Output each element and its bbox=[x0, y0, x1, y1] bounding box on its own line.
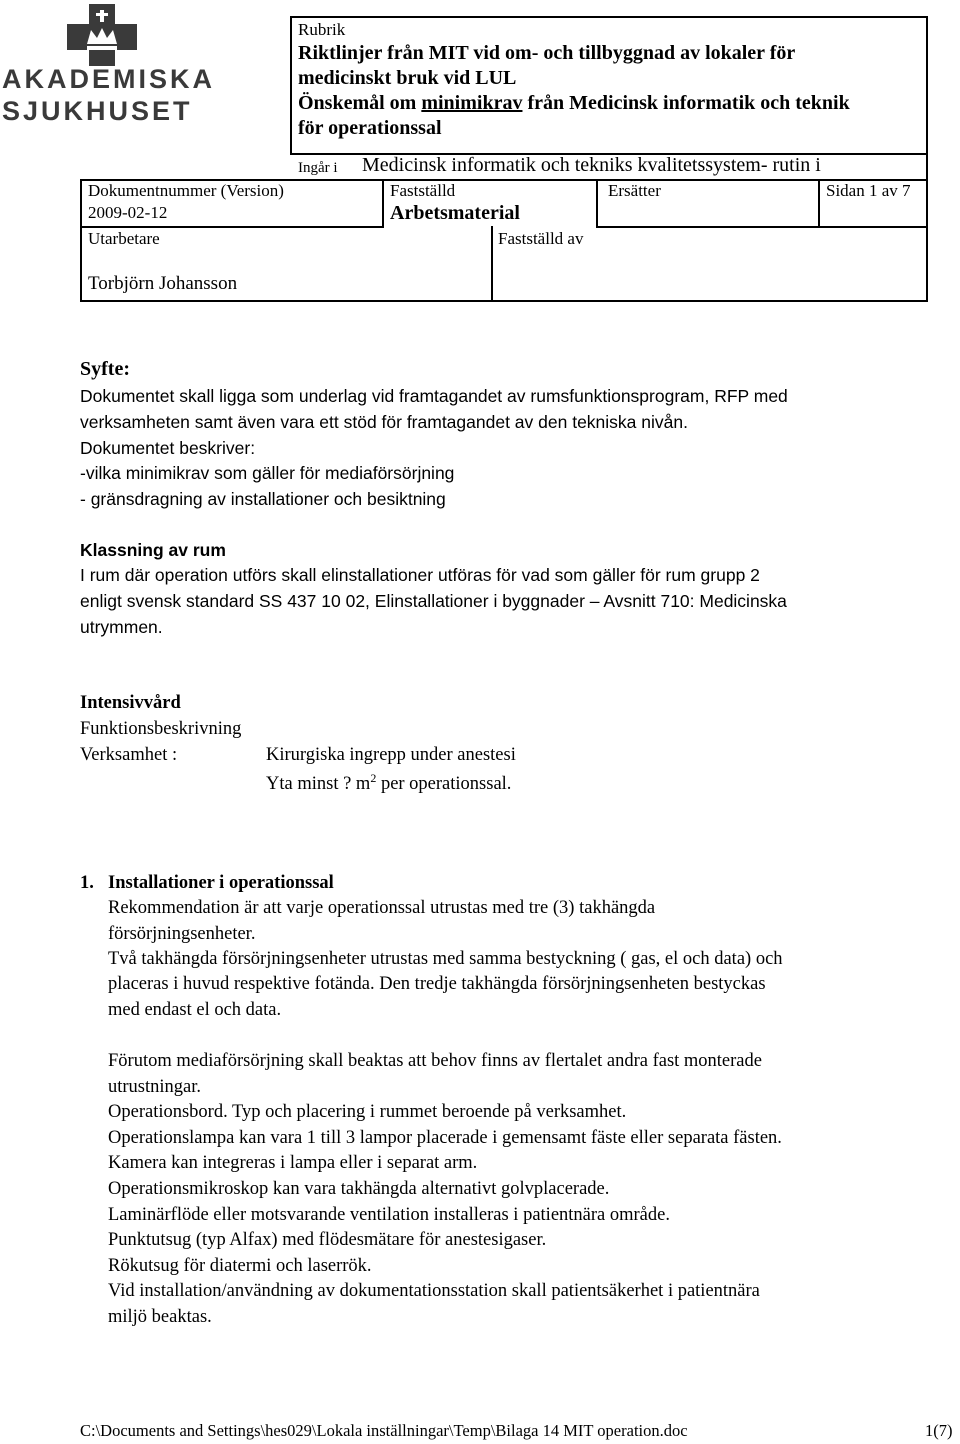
title-underlined-word: minimikrav bbox=[421, 92, 523, 114]
ingar-value: Medicinsk informatik och tekniks kvalitetssystem- rutin i bbox=[362, 154, 821, 176]
verksamhet-label: Verksamhet : bbox=[80, 745, 178, 765]
document-title-line-3 bbox=[298, 91, 850, 116]
ingar-label: Ingår i bbox=[298, 160, 338, 176]
syfte-line: -vilka minimikrav som gäller för mediaförsörjning bbox=[80, 463, 455, 483]
dokumentnummer-value: 2009-02-12 bbox=[88, 203, 168, 222]
syfte-line: - gränsdragning av installationer och besiktning bbox=[80, 489, 446, 509]
funktionsbeskrivning-heading: Funktionsbeskrivning bbox=[80, 719, 242, 739]
cross-crown-icon bbox=[67, 4, 137, 66]
para2-line: Operationsbord. Typ och placering i rummet beroende på verksamhet. bbox=[108, 1102, 627, 1122]
syfte-line: verksamheten samt även vara ett stöd för framtagandet av den tekniska nivån. bbox=[80, 412, 688, 432]
para2-line: Punktutsug (typ Alfax) med flödesmätare för anestesigaser. bbox=[108, 1230, 547, 1250]
utarbetare-value: Torbjörn Johansson bbox=[88, 273, 238, 294]
para1-line: Två takhängda försörjningsenheter utrustas med samma bestyckning ( gas, el och data) och bbox=[108, 949, 783, 969]
para2-line: Vid installation/användning av dokumentationsstation skall patientsäkerhet i patientnära bbox=[108, 1281, 760, 1301]
para2-line: miljö beaktas. bbox=[108, 1307, 212, 1327]
intensivvard-heading: Intensivvård bbox=[80, 693, 181, 713]
syfte-line: Dokumentet beskriver: bbox=[80, 438, 256, 458]
para2-line: Operationsmikroskop kan vara takhängda alternativt golvplacerade. bbox=[108, 1179, 610, 1199]
yta-suffix: per operationssal. bbox=[376, 774, 512, 795]
klassning-line: enligt svensk standard SS 437 10 02, Elinstallationer i byggnader – Avsnitt 710: Medicinska bbox=[80, 591, 787, 611]
para1-line: med endast el och data. bbox=[108, 1000, 282, 1020]
yta-prefix: Yta minst ? m bbox=[266, 774, 371, 795]
klassning-heading: Klassning av rum bbox=[80, 540, 226, 560]
installationer-heading: Installationer i operationssal bbox=[108, 873, 334, 893]
klassning-line: I rum där operation utförs skall elinstallationer utföras för vad som gäller för rum grupp 2 bbox=[80, 565, 760, 585]
faststalld-label: Fastställd bbox=[390, 181, 456, 200]
footer-page-number: 1(7) bbox=[925, 1421, 953, 1440]
para1-line: Rekommendation är att varje operationssal utrustas med tre (3) takhängda bbox=[108, 898, 656, 918]
utarbetare-label: Utarbetare bbox=[88, 229, 160, 248]
syfte-line: Dokumentet skall ligga som underlag vid framtagandet av rumsfunktionsprogram, RFP med bbox=[80, 386, 788, 406]
document-title-line-2: medicinskt bruk vid LUL bbox=[298, 67, 517, 89]
para1-line: placeras i huvud respektive fotända. Den tredje takhängda försörjningsenheten bestyckas bbox=[108, 974, 766, 994]
footer-file-path: C:\Documents and Settings\hes029\Lokala inställningar\Temp\Bilaga 14 MIT operation.doc bbox=[80, 1421, 688, 1440]
syfte-heading: Syfte: bbox=[80, 358, 130, 380]
rubrik-label: Rubrik bbox=[298, 20, 346, 39]
yta-line bbox=[266, 771, 511, 795]
para2-line: Kamera kan integreras i lampa eller i separat arm. bbox=[108, 1153, 478, 1173]
para2-line: utrustningar. bbox=[108, 1077, 202, 1097]
para2-line: Rökutsug för diatermi och laserrök. bbox=[108, 1256, 372, 1276]
para1-line: försörjningsenheter. bbox=[108, 924, 256, 944]
faststalld-av-label: Fastställd av bbox=[498, 229, 584, 248]
yta-superscript: 2 bbox=[370, 771, 377, 785]
verksamhet-value: Kirurgiska ingrepp under anestesi bbox=[266, 745, 516, 765]
page-count-label: Sidan 1 av 7 bbox=[826, 181, 911, 200]
document-title-line-1: Riktlinjer från MIT vid om- och tillbyggnad av lokaler för bbox=[298, 42, 796, 64]
para2-line: Förutom mediaförsörjning skall beaktas att behov finns av flertalet andra fast monterade bbox=[108, 1051, 762, 1071]
klassning-line: utrymmen. bbox=[80, 617, 163, 637]
document-title-line-4: för operationssal bbox=[298, 117, 442, 139]
ersatter-label: Ersätter bbox=[608, 181, 661, 200]
logo-line1: AKADEMISKA bbox=[2, 64, 216, 94]
para2-line: Laminärflöde eller motsvarande ventilation installeras i patientnära område. bbox=[108, 1205, 670, 1225]
faststalld-value: Arbetsmaterial bbox=[390, 202, 520, 224]
logo-line2: SJUKHUSET bbox=[2, 96, 193, 126]
section-number: 1. bbox=[80, 873, 94, 893]
hospital-logo bbox=[0, 0, 216, 130]
dokumentnummer-label: Dokumentnummer (Version) bbox=[88, 181, 284, 200]
title-part-b: från Medicinsk informatik och teknik bbox=[522, 92, 850, 114]
para2-line: Operationslampa kan vara 1 till 3 lampor placerade i gemensamt fäste eller separata fästen. bbox=[108, 1128, 782, 1148]
title-part-a: Önskemål om bbox=[298, 92, 422, 114]
